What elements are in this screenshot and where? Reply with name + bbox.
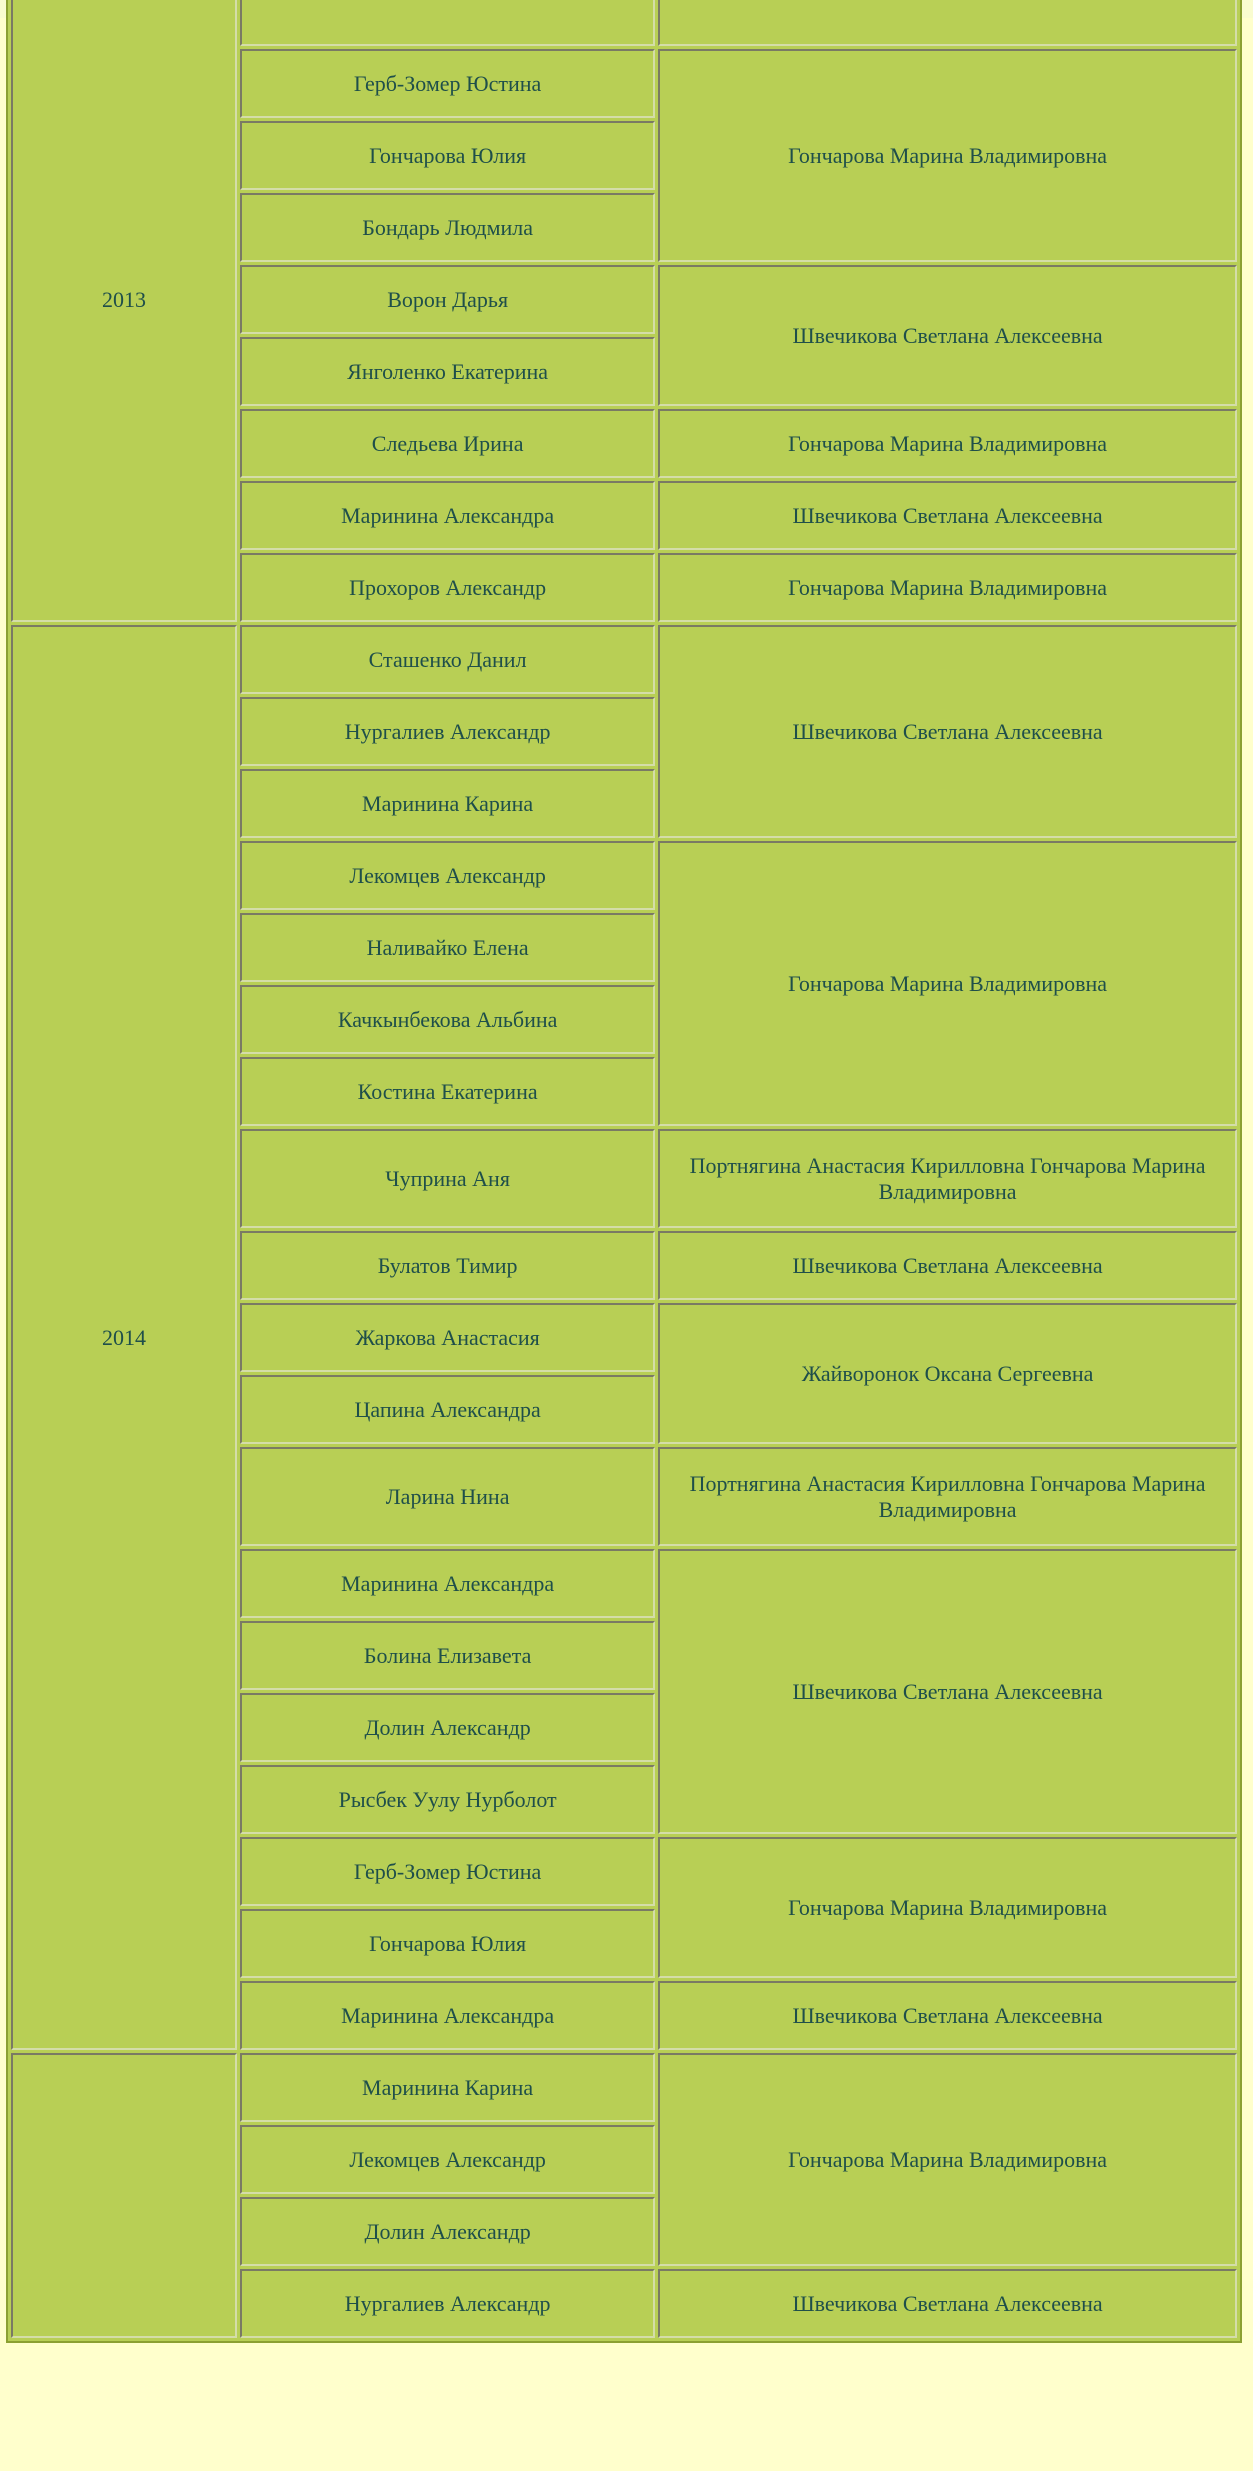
teacher-cell: Швечикова Светлана Алексеевна bbox=[658, 1549, 1237, 1834]
teacher-cell: Швечикова Светлана Алексеевна bbox=[658, 1981, 1237, 2050]
student-cell: Герб-Зомер Юстина bbox=[240, 1837, 655, 1906]
student-cell: Ворон Дарья bbox=[240, 265, 655, 334]
student-cell: Качкынбекова Альбина bbox=[240, 985, 655, 1054]
student-cell: Чуприна Аня bbox=[240, 1129, 655, 1228]
student-cell: Гончарова Юлия bbox=[240, 121, 655, 190]
student-cell: Маринина Карина bbox=[240, 769, 655, 838]
student-cell: Гончарова Юлия bbox=[240, 1909, 655, 1978]
student-cell: Лекомцев Александр bbox=[240, 841, 655, 910]
student-cell: Следьева Ирина bbox=[240, 409, 655, 478]
table-row bbox=[11, 625, 1237, 694]
teacher-cell: Гончарова Марина Владимировна bbox=[658, 2053, 1237, 2266]
student-cell: Рысбек Уулу Нурболот bbox=[240, 1765, 655, 1834]
teacher-cell: Портнягина Анастасия Кирилловна Гончарова Марина Владимировна bbox=[658, 1129, 1237, 1228]
student-cell: Долин Александр bbox=[240, 2197, 655, 2266]
student-cell bbox=[240, 0, 655, 46]
student-cell: Наливайко Елена bbox=[240, 913, 655, 982]
year-cell bbox=[11, 2053, 237, 2338]
table-row bbox=[11, 2053, 1237, 2122]
results-table bbox=[6, 0, 1242, 2343]
teacher-cell: Гончарова Марина Владимировна bbox=[658, 553, 1237, 622]
teacher-cell: Гончарова Марина Владимировна bbox=[658, 1837, 1237, 1978]
teacher-cell: Швечикова Светлана Алексеевна bbox=[658, 1231, 1237, 1300]
student-cell: Бондарь Людмила bbox=[240, 193, 655, 262]
student-cell: Маринина Карина bbox=[240, 2053, 655, 2122]
teacher-cell: Швечикова Светлана Алексеевна bbox=[658, 481, 1237, 550]
student-cell: Болина Елизавета bbox=[240, 1621, 655, 1690]
student-cell: Янголенко Екатерина bbox=[240, 337, 655, 406]
student-cell: Булатов Тимир bbox=[240, 1231, 655, 1300]
teacher-cell: Гончарова Марина Владимировна bbox=[658, 49, 1237, 262]
student-cell: Маринина Александра bbox=[240, 1549, 655, 1618]
teacher-cell: Швечикова Светлана Алексеевна bbox=[658, 625, 1237, 838]
year-label: 2014 bbox=[102, 1324, 147, 1350]
teacher-cell: Гончарова Марина Владимировна bbox=[658, 841, 1237, 1126]
teacher-cell: Портнягина Анастасия Кирилловна Гончарова Марина Владимировна bbox=[658, 1447, 1237, 1546]
student-cell: Ларина Нина bbox=[240, 1447, 655, 1546]
student-cell: Костина Екатерина bbox=[240, 1057, 655, 1126]
year-cell bbox=[11, 625, 237, 2050]
student-cell: Нургалиев Александр bbox=[240, 2269, 655, 2338]
student-cell: Цапина Александра bbox=[240, 1375, 655, 1444]
student-cell: Нургалиев Александр bbox=[240, 697, 655, 766]
student-cell: Герб-Зомер Юстина bbox=[240, 49, 655, 118]
student-cell: Прохоров Александр bbox=[240, 553, 655, 622]
teacher-cell bbox=[658, 0, 1237, 46]
table-row bbox=[11, 0, 1237, 46]
teacher-cell: Гончарова Марина Владимировна bbox=[658, 409, 1237, 478]
student-cell: Лекомцев Александр bbox=[240, 2125, 655, 2194]
student-cell: Долин Александр bbox=[240, 1693, 655, 1762]
teacher-cell: Швечикова Светлана Алексеевна bbox=[658, 2269, 1237, 2338]
student-cell: Маринина Александра bbox=[240, 1981, 655, 2050]
student-cell: Сташенко Данил bbox=[240, 625, 655, 694]
year-cell bbox=[11, 0, 237, 622]
year-label: 2013 bbox=[102, 286, 147, 312]
teacher-cell: Швечикова Светлана Алексеевна bbox=[658, 265, 1237, 406]
results-table-container bbox=[6, 0, 1242, 2343]
student-cell: Маринина Александра bbox=[240, 481, 655, 550]
student-cell: Жаркова Анастасия bbox=[240, 1303, 655, 1372]
teacher-cell: Жайворонок Оксана Сергеевна bbox=[658, 1303, 1237, 1444]
